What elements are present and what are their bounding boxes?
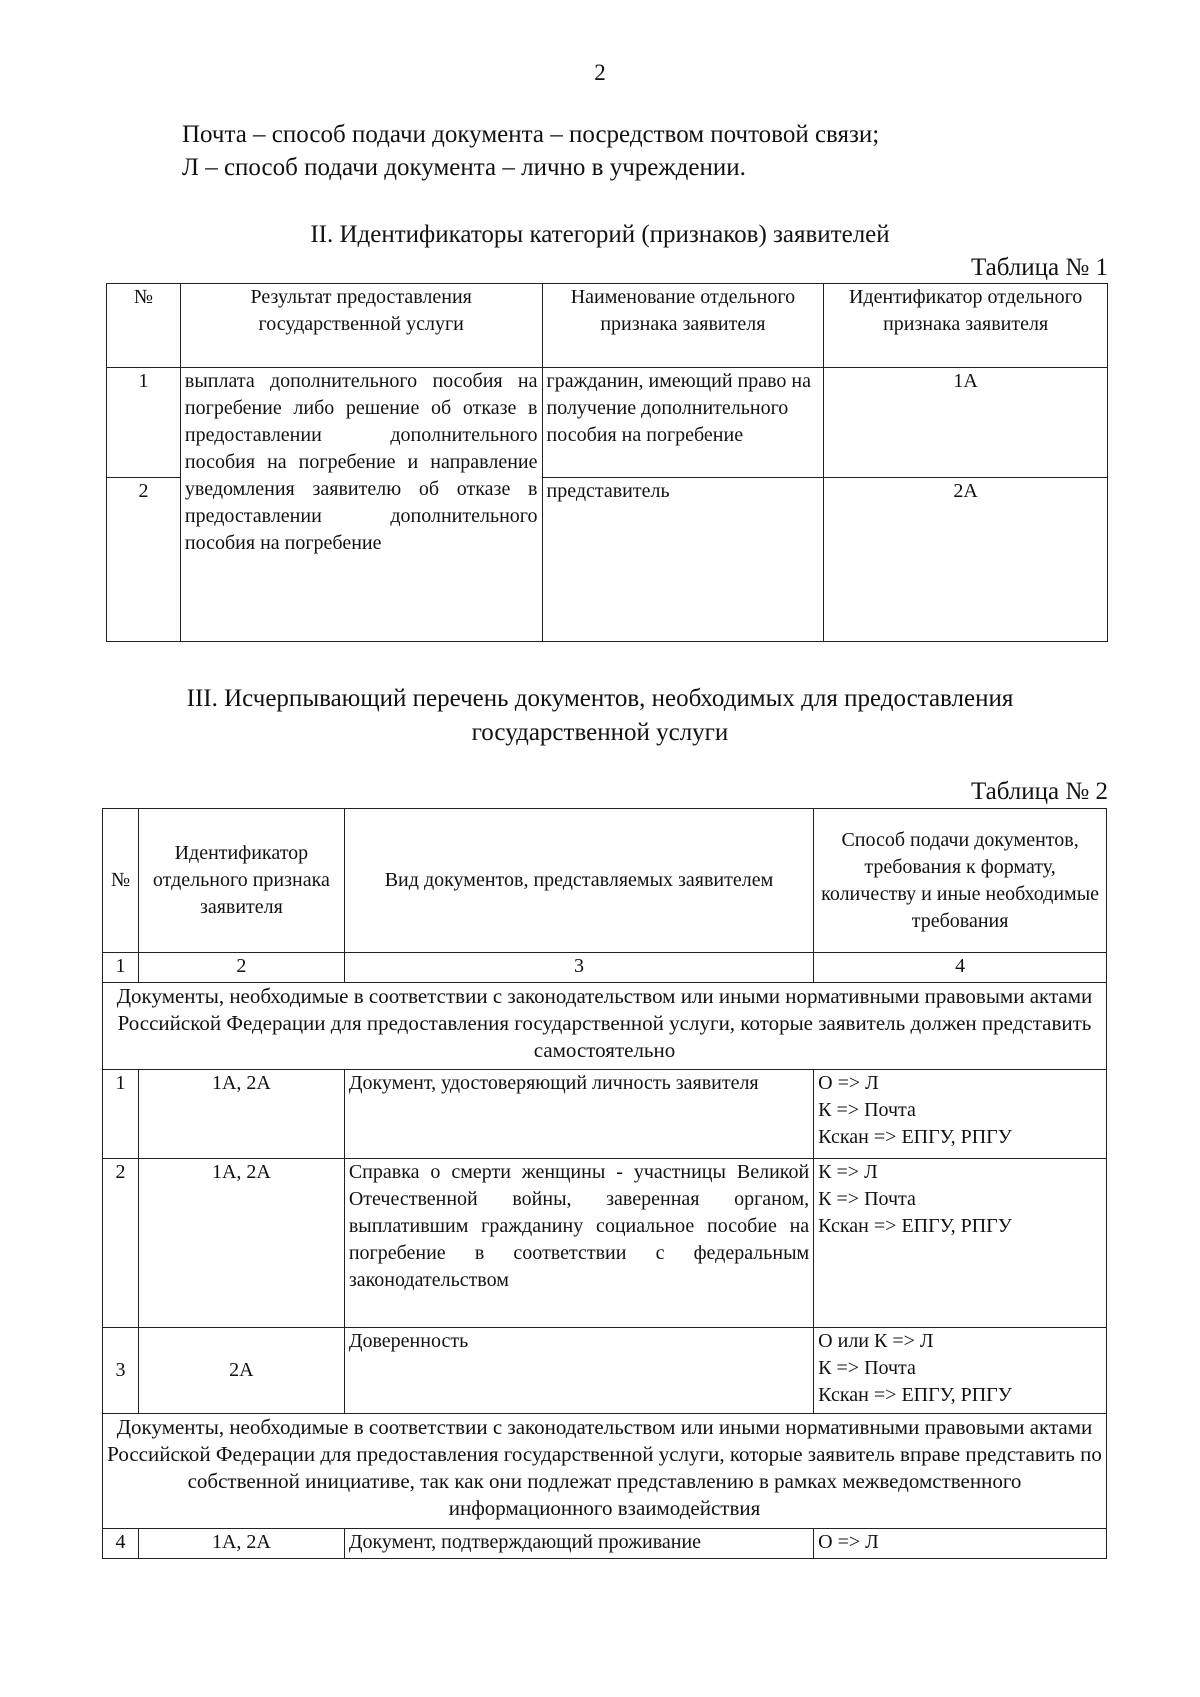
col-number: 1	[103, 953, 139, 983]
row-num: 2	[107, 478, 181, 642]
row-identifier: 2А	[138, 1328, 344, 1414]
method-line: К => Л	[818, 1161, 878, 1183]
applicant-name: гражданин, имеющий право на получение дополнительного пособия на погребение	[542, 368, 824, 478]
method-line: К => Почта	[818, 1357, 916, 1379]
row-identifier: 1А, 2А	[138, 1070, 344, 1159]
header-result: Результат предоставления государственной услуги	[180, 284, 542, 368]
method-line: Кскан => ЕПГУ, РПГУ	[818, 1215, 1012, 1237]
col-number: 4	[814, 953, 1107, 983]
section-3-title-line-1: III. Исчерпывающий перечень документов, необходимых для предоставления	[186, 685, 1014, 712]
group-heading: Документы, необходимые в соответствии с законодательством или иными нормативными правовыми актами Российской Федерации для предоставления государственной услуги, которые заявитель должен представить самостоятельно	[103, 983, 1107, 1070]
header-identifier: Идентификатор отдельного признака заявителя	[138, 809, 344, 953]
header-document-type: Вид документов, представляемых заявителем	[344, 809, 813, 953]
header-num: №	[103, 809, 139, 953]
row-num: 3	[103, 1328, 139, 1414]
header-submission-method: Способ подачи документов, требования к формату, количеству и иные необходимые требования	[814, 809, 1107, 953]
table-row	[103, 1529, 1107, 1559]
method-line: Кскан => ЕПГУ, РПГУ	[818, 1126, 1012, 1148]
method-line: Кскан => ЕПГУ, РПГУ	[818, 1384, 1012, 1406]
table-row	[103, 1328, 1107, 1414]
identifiers-table	[106, 283, 1108, 642]
row-identifier: 1А, 2А	[138, 1529, 344, 1559]
legend-line: Л – способ подачи документа – лично в учреждении.	[182, 154, 746, 181]
col-number: 2	[138, 953, 344, 983]
table-row	[103, 1070, 1107, 1159]
row-document: Документ, подтверждающий проживание	[344, 1529, 813, 1559]
method-line: К => Почта	[818, 1188, 916, 1210]
row-methods	[814, 1070, 1107, 1159]
row-methods	[814, 1159, 1107, 1328]
documents-table	[102, 808, 1107, 1559]
legend-line: Почта – способ подачи документа – посредством почтовой связи;	[182, 121, 880, 148]
row-document: Доверенность	[344, 1328, 813, 1414]
method-line: О или К => Л	[818, 1330, 934, 1352]
method-line: К => Почта	[818, 1099, 916, 1121]
row-num: 1	[103, 1070, 139, 1159]
row-document: Документ, удостоверяющий личность заявителя	[344, 1070, 813, 1159]
col-number: 3	[344, 953, 813, 983]
row-methods	[814, 1328, 1107, 1414]
applicant-id: 1А	[824, 368, 1108, 478]
legend	[182, 118, 879, 184]
table-row	[103, 1159, 1107, 1328]
applicant-name: представитель	[542, 478, 824, 642]
row-methods	[814, 1529, 1107, 1559]
row-identifier: 1А, 2А	[138, 1159, 344, 1328]
row-num: 4	[103, 1529, 139, 1559]
header-id: Идентификатор отдельного признака заявителя	[824, 284, 1108, 368]
table-2-caption: Таблица № 2	[970, 778, 1108, 805]
method-line: О => Л	[818, 1531, 879, 1553]
header-name: Наименование отдельного признака заявителя	[542, 284, 824, 368]
section-2-title: II. Идентификаторы категорий (признаков) заявителей	[310, 221, 890, 248]
row-num: 2	[103, 1159, 139, 1328]
row-num: 1	[107, 368, 181, 478]
table-1-caption: Таблица № 1	[970, 254, 1108, 281]
page-number: 2	[594, 60, 606, 85]
section-3-title-line-2: государственной услуги	[471, 719, 729, 746]
header-num: №	[107, 284, 181, 368]
method-line: О => Л	[818, 1072, 879, 1094]
group-heading: Документы, необходимые в соответствии с законодательством или иными нормативными правовыми актами Российской Федерации для предоставления государственной услуги, которые заявитель вправе представить по собственной инициативе, так как они подлежат представлению в рамках межведомственного информационного взаимодействия	[103, 1414, 1107, 1529]
result-cell: выплата дополнительного пособия на погребение либо решение об отказе в предоставлении дополнительного пособия на погребение и направление уведомления заявителю об отказе в предоставлении дополнительного пособия на погребение	[180, 368, 542, 642]
table-row	[107, 368, 1108, 478]
row-document: Справка о смерти женщины - участницы Великой Отечественной войны, заверенная органом, выплатившим гражданину социальное пособие на погребение в соответствии с федеральным законодательством	[344, 1159, 813, 1328]
applicant-id: 2А	[824, 478, 1108, 642]
